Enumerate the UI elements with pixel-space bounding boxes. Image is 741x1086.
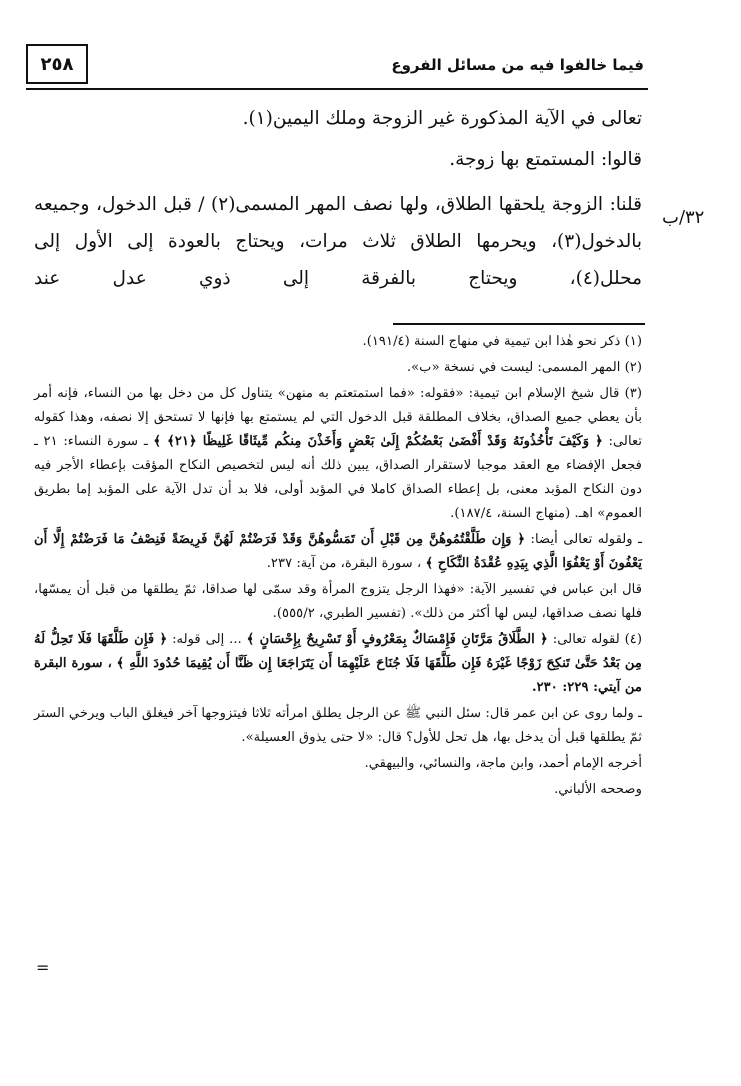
main-text: [34, 98, 642, 297]
main-paragraph-2: قالوا: المستمتع بها زوجة.: [449, 149, 642, 170]
footnote-1: (١) ذكر نحو هٰذا ابن تيمية في منهاج السنة (١٩١/٤).: [362, 334, 642, 349]
page-number: ٢٥٨: [26, 44, 88, 84]
quran-quote: ﴿ فَإِن طَلَّقَهَا فَلَا تَحِلُّ لَهُ مِن بَعْدُ حَتَّىٰ تَنكِحَ زَوْجًا غَيْرَهُ فَإِن طَلَّقَهَا فَلَا جُنَاحَ عَلَيْهِمَا أَن يَتَرَاجَعَا إِن ظَنَّا أَن يُقِيمَا حُدُودَ اللَّهِ ﴾: [34, 632, 642, 671]
quran-quote: ﴿ وَإِن طَلَّقْتُمُوهُنَّ مِن قَبْلِ أَن تَمَسُّوهُنَّ وَقَدْ فَرَضْتُمْ لَهُنَّ فَرِيضَةً فَنِصْفُ مَا فَرَضْتُمْ إِلَّا أَن يَعْفُونَ أَوْ يَعْفُوَا الَّذِي بِيَدِهِ عُقْدَةُ النِّكَاحِ ﴾: [34, 532, 642, 571]
footnote-4-hadith: ـ ولما روى عن ابن عمر قال: سئل النبي ﷺ عن الرجل يطلق امرأته ثلاثا فيتزوجها آخر فيغلق الباب ويرخي الستر ثمّ يطلقها قبل أن يدخل بها، هل تحل للأول؟ قال: «لا حتى يذوق العسيلة».: [34, 706, 642, 745]
continuation-mark: =: [36, 958, 50, 977]
footnotes: [34, 330, 642, 802]
footnote-3-second-proof: [34, 528, 642, 576]
main-paragraph-1: تعالى في الآية المذكورة غير الزوجة وملك اليمين(١).: [242, 108, 642, 129]
running-title: فيما خالفوا فيه من مسائل الفروع: [391, 56, 644, 74]
footnote-4-authentication: وصححه الألباني.: [554, 782, 642, 797]
footnote-divider: [393, 323, 645, 325]
footnote-4-mid: ... إلى قوله:: [172, 632, 242, 647]
footnote-4-intro: (٤) لقوله تعالى:: [552, 632, 642, 647]
quote-reference: ، سورة البقرة من آيتي: ٢٢٩: ٢٣٠.: [34, 656, 642, 695]
footnote-3-text: (٣) قال شيخ الإسلام ابن تيمية: «فقوله: «فما استمتعتم به منهن» يتناول كل من دخل بها من النساء، فإنه أمر بأن يعطي جميع الصداق، بخلاف المطلقة قبل الدخول التي لم يستمتع بها فإنها لا تستحق إلا نصفه، وهذا كقوله تعالى:: [34, 386, 643, 449]
footnote-3-text-continued: ـ سورة النساء: ٢١ ـ فجعل الإفضاء مع العقد موجبا لاستقرار الصداق، يبين ذلك أنه ليس لتخصيص النكاح المؤقت بإعطاء الأجر فيه دون النكاح المؤبد معنى، بل إعطاء الصداق كاملا في المؤبد أولى، فلا بد أن تدل الآية على المؤبد إما بطريق العموم» اهـ. (منهاج السنة، ١٨٧/٤).: [34, 434, 642, 521]
footnote-3-intro: ـ ولقوله تعالى أيضا:: [530, 532, 642, 547]
quran-quote: ﴿ الطَّلَاقُ مَرَّتَانِ فَإِمْسَاكٌ بِمَعْرُوفٍ أَوْ تَسْرِيحٌ بِإِحْسَانٍ ﴾: [246, 632, 548, 647]
quran-quote: ﴿ وَكَيْفَ تَأْخُذُونَهُ وَقَدْ أَفْضَىٰ بَعْضُكُمْ إِلَىٰ بَعْضٍ وَأَخَذْنَ مِنكُم مِّيثَاقًا غَلِيظًا ﴿٢١﴾ ﴾: [153, 434, 603, 449]
page-header: [26, 44, 648, 90]
footnote-4-source: أخرجه الإمام أحمد، وابن ماجة، والنسائي، والبيهقي.: [364, 756, 642, 771]
footnote-3-tafsir: قال ابن عباس في تفسير الآية: «فهذا الرجل يتزوج المرأة وقد سمّى لها صداقا، ثمّ يطلقها من قبل أن يمسّها، فلها نصف صداقها، ليس لها أكثر من ذلك». (تفسير الطبري، ٥٥٥/٢).: [34, 582, 642, 621]
footnote-4: [34, 628, 642, 700]
manuscript-folio-marker: ٣٢/ب: [662, 207, 705, 228]
footnote-2: (٢) المهر المسمى: ليست في نسخة «ب».: [406, 360, 642, 375]
main-paragraph-3: قلنا: الزوجة يلحقها الطلاق، ولها نصف المهر المسمى(٢) / قبل الدخول، وجميعه بالدخول(٣)، ويحرمها الطلاق ثلاث مرات، ويحتاج بالعودة إلى الأول إلى محلل(٤)، ويحتاج بالفرقة إلى ذوي عدل عند: [34, 194, 642, 289]
quote-reference: ، سورة البقرة، من آية: ٢٣٧.: [266, 556, 422, 571]
footnote-3: [34, 382, 642, 526]
